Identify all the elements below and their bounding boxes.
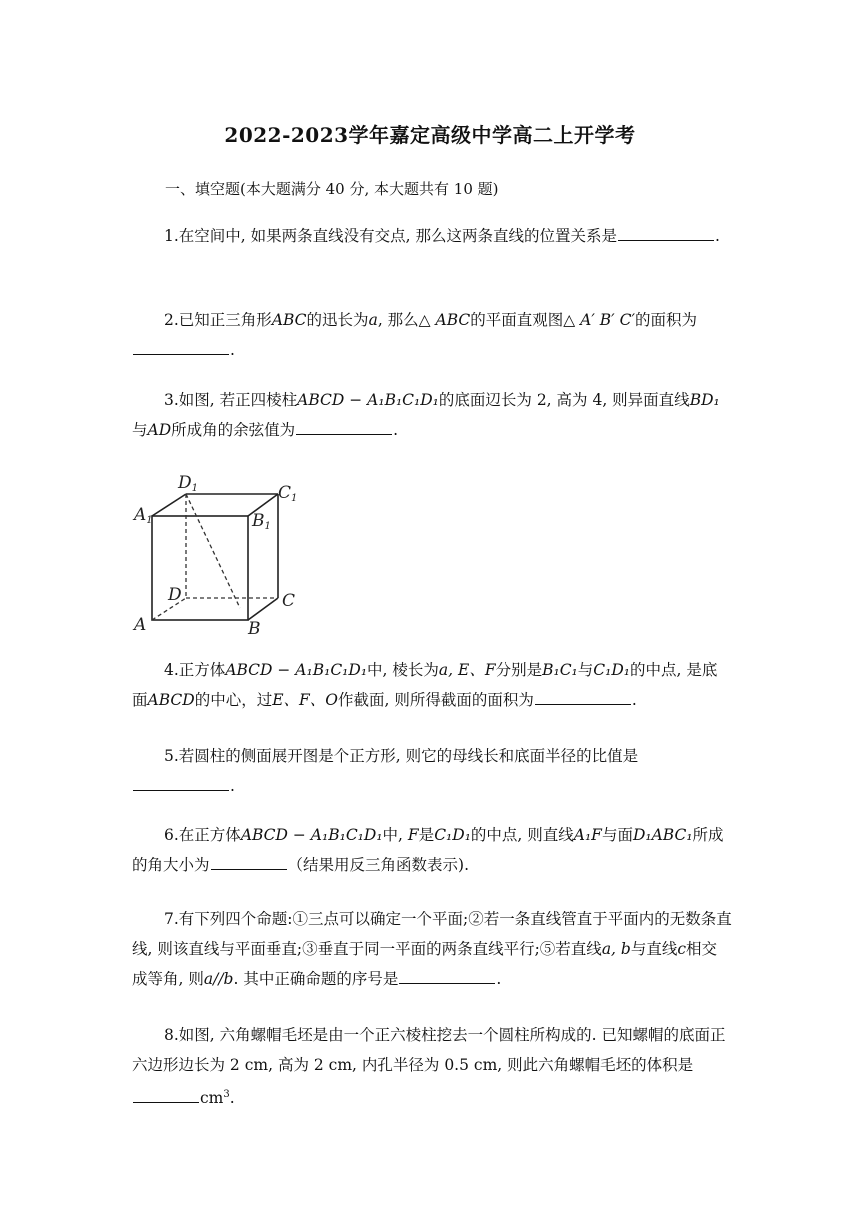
question-6: 6.在正方体ABCD − A₁B₁C₁D₁中, F是C₁D₁的中点, 则直线A₁F与面D₁ABC₁所成的角大小为 （结果用反三角函数表示). <box>132 826 724 874</box>
label-A: A <box>134 615 147 635</box>
question-number: 7. <box>164 910 179 928</box>
diagonal-BD1 <box>186 494 240 608</box>
answer-blank[interactable] <box>535 686 631 705</box>
label-D1: D1 <box>178 473 199 494</box>
answer-blank[interactable] <box>133 336 229 355</box>
question-number: 5. <box>164 747 179 765</box>
page-title: 2022-2023学年嘉定高级中学高二上开学考 <box>224 123 636 147</box>
label-B1: B1 <box>252 511 271 532</box>
question-7: 7.有下列四个命题:①三点可以确定一个平面;②若一条直线管直于平面内的无数条直线, 则该直线与平面垂直;③垂直于同一平面的两条直线平行;⑤若直线a, b与直线c相交成等角, 则a//b. 其中正确命题的序号是 . <box>132 910 732 988</box>
question-number: 8. <box>164 1026 179 1044</box>
question-number: 1. <box>164 227 179 245</box>
question-text: 在空间中, 如果两条直线没有交点, 那么这两条直线的位置关系是 <box>178 227 618 245</box>
answer-blank[interactable] <box>399 965 495 984</box>
label-C1: C1 <box>278 483 298 504</box>
question-2: 2.已知正三角形ABC的迅长为a, 那么△ ABC的平面直观图△ A′ B′ C′的面积为. <box>132 305 732 365</box>
question-number: 6. <box>164 826 179 844</box>
answer-blank[interactable] <box>296 416 392 435</box>
question-number: 2. <box>164 311 179 329</box>
label-C: C <box>282 591 296 611</box>
question-4: 4.正方体ABCD − A₁B₁C₁D₁中, 棱长为a, E、F分别是B₁C₁与C₁D₁的中点, 是底面ABCD的中心，过E、F、O作截面, 则所得截面的面积为 . <box>132 661 718 709</box>
question-8: 8.如图, 六角螺帽毛坯是由一个正六棱柱挖去一个圆柱所构成的. 已知螺帽的底面正六边形边长为 2 cm, 高为 2 cm, 内孔半径为 0.5 cm, 则此六角螺帽毛坯的体积是$cm^3$. <box>132 1026 726 1108</box>
label-D: D <box>168 585 182 605</box>
label-B: B <box>248 619 261 638</box>
question-5: 5.若圆柱的侧面展开图是个正方形, 则它的母线长和底面半径的比值是. <box>132 741 732 801</box>
question-number: 4. <box>164 661 179 679</box>
answer-blank[interactable] <box>133 1084 199 1103</box>
label-A1: A1 <box>134 505 153 526</box>
section-heading: 一、填空题(本大题满分 40 分, 本大题共有 10 题) <box>165 180 499 198</box>
answer-blank[interactable] <box>133 772 229 791</box>
prism-figure <box>128 468 318 638</box>
question-number: 3. <box>164 391 179 409</box>
answer-blank[interactable] <box>618 222 714 241</box>
question-3: 3.如图, 若正四棱柱ABCD − A₁B₁C₁D₁的底面辺长为 2, 高为 4, 则异面直线BD₁与AD所成角的余弦值为 . <box>132 391 720 439</box>
front-face <box>152 516 248 620</box>
answer-blank[interactable] <box>211 851 287 870</box>
question-1: 1.在空间中, 如果两条直线没有交点, 那么这两条直线的位置关系是 . <box>132 221 732 251</box>
